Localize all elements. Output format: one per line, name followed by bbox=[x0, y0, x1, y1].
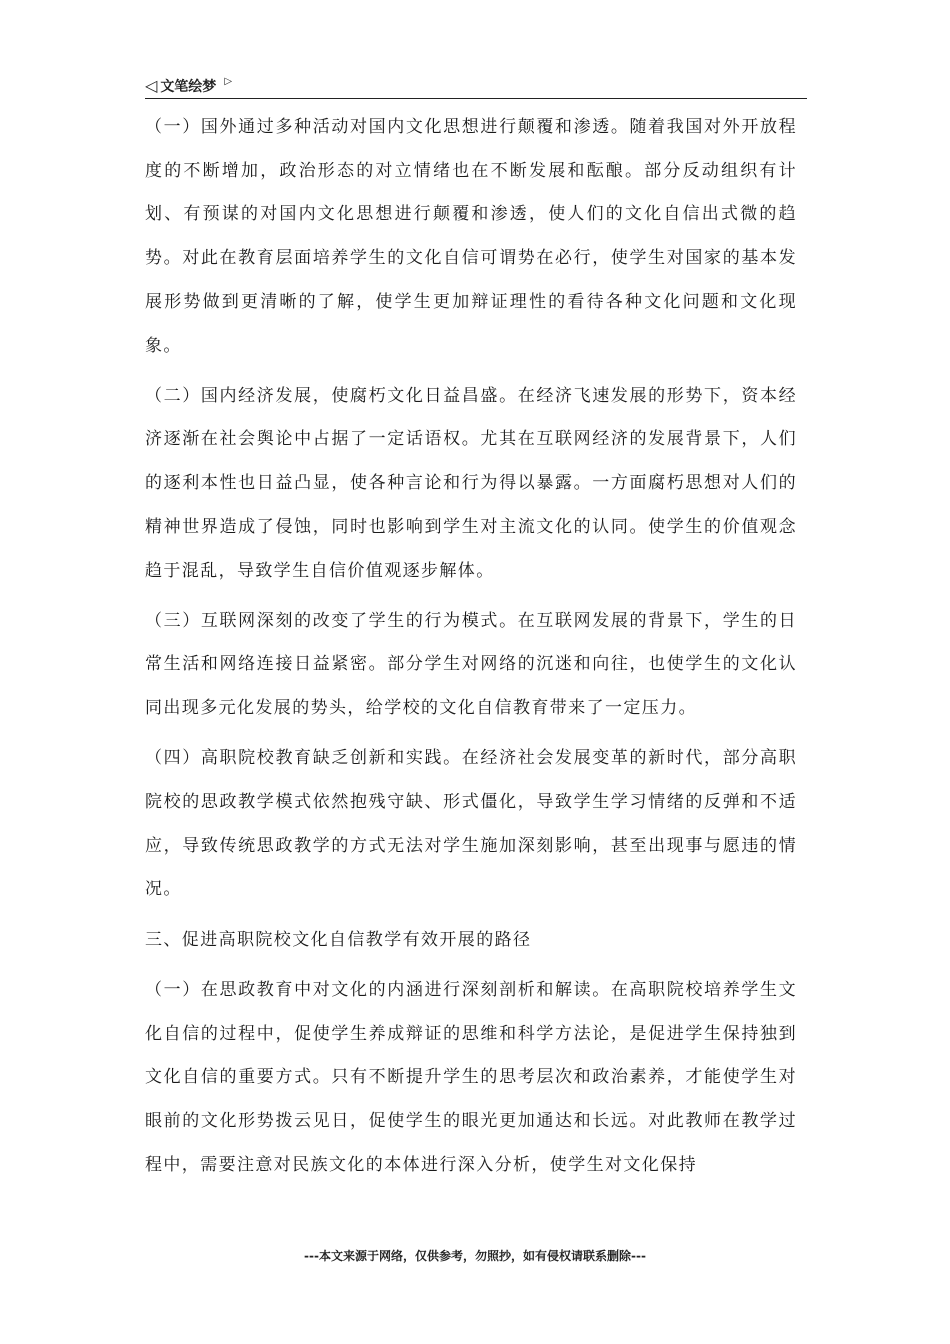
paragraph: （一）在思政教育中对文化的内涵进行深刻剖析和解读。在高职院校培养学生文化自信的过程中，促使学生养成辩证的思维和科学方法论，是促进学生保持独到文化自信的重要方式。只有不断提升学生的思考层次和政治素养，才能使学生对眼前的文化形势拨云见日，促使学生的眼光更加通达和长远。对此教师在教学过程中，需要注意对民族文化的本体进行深入分析，使学生对文化保持 bbox=[145, 979, 797, 1175]
paragraph: （二）国内经济发展，使腐朽文化日益昌盛。在经济飞速发展的形势下，资本经济逐渐在社会舆论中占据了一定话语权。尤其在互联网经济的发展背景下，人们的逐利本性也日益凸显，使各种言论和行为得以暴露。一方面腐朽思想对人们的精神世界造成了侵蚀，同时也影响到学生对主流文化的认同。使学生的价值观念趋于混乱，导致学生自信价值观逐步解体。 bbox=[145, 385, 797, 581]
page-header bbox=[145, 74, 807, 99]
footer-notice: ---本文来源于网络，仅供参考，勿照抄，如有侵权请联系删除--- bbox=[304, 1249, 646, 1263]
paragraph: （三）互联网深刻的改变了学生的行为模式。在互联网发展的背景下，学生的日常生活和网络连接日益紧密。部分学生对网络的沉迷和向往，也使学生的文化认同出现多元化发展的势头，给学校的文化自信教育带来了一定压力。 bbox=[145, 610, 797, 719]
paragraph: （一）国外通过多种活动对国内文化思想进行颠覆和渗透。随着我国对外开放程度的不断增加，政治形态的对立情绪也在不断发展和酝酿。部分反动组织有计划、有预谋的对国内文化思想进行颠覆和渗透，使人们的文化自信出式微的趋势。对此在教育层面培养学生的文化自信可谓势在必行，使学生对国家的基本发展形势做到更清晰的了解，使学生更加辩证理性的看待各种文化问题和文化现象。 bbox=[145, 117, 797, 356]
left-triangle-icon: ◁ bbox=[145, 76, 158, 95]
header-title: 文笔绘梦 bbox=[160, 79, 217, 95]
right-triangle-icon: ▷ bbox=[224, 75, 233, 87]
document-body bbox=[145, 106, 797, 1194]
section-heading: 三、促进高职院校文化自信教学有效开展的路径 bbox=[145, 929, 532, 950]
paragraph: （四）高职院校教育缺乏创新和实践。在经济社会发展变革的新时代，部分高职院校的思政教学模式依然抱残守缺、形式僵化，导致学生学习情绪的反弹和不适应，导致传统思政教学的方式无法对学生施加深刻影响，甚至出现事与愿违的情况。 bbox=[145, 748, 797, 900]
